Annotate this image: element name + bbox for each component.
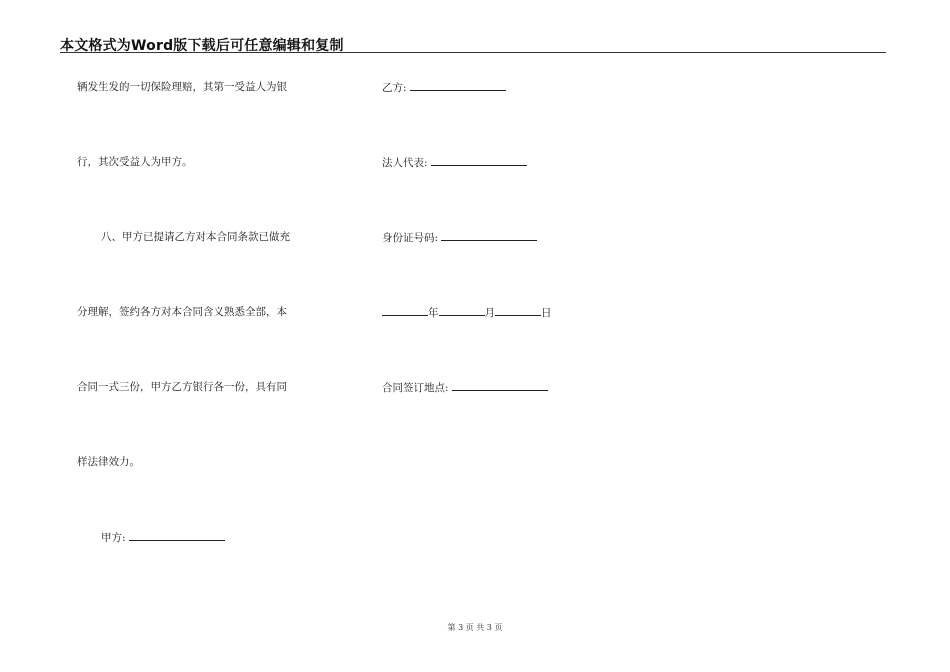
page-number: 第 3 页 共 3 页 <box>447 623 503 632</box>
year-label: 年 <box>428 307 439 319</box>
party-b-label: 乙方: <box>382 82 407 94</box>
body-line-3: 八、甲方已提请乙方对本合同条款已做充 <box>101 231 290 243</box>
party-b-signature <box>382 80 506 95</box>
id-number-blank <box>441 230 537 241</box>
signing-place-label: 合同签订地点: <box>382 382 449 394</box>
page-header <box>60 34 886 53</box>
legal-rep-label: 法人代表: <box>382 157 428 169</box>
signing-place-blank <box>452 380 548 391</box>
body-line-1: 辆发生发的一切保险理赔，其第一受益人为银 <box>77 81 287 93</box>
body-line-4: 分理解，签约各方对本合同含义熟悉全部，本 <box>77 306 287 318</box>
day-label: 日 <box>541 307 552 319</box>
signing-place-field <box>382 380 548 395</box>
legal-rep-blank <box>431 155 527 166</box>
party-a-signature <box>101 530 225 545</box>
body-line-2: 行，其次受益人为甲方。 <box>77 156 193 168</box>
year-blank <box>382 305 428 316</box>
party-b-blank <box>410 80 506 91</box>
party-a-label: 甲方: <box>101 532 126 544</box>
body-line-5: 合同一式三份，甲方乙方银行各一份，具有同 <box>77 381 287 393</box>
month-blank <box>439 305 485 316</box>
day-blank <box>495 305 541 316</box>
header-title: 本文格式为Word版下载后可任意编辑和复制 <box>60 38 344 54</box>
month-label: 月 <box>484 307 495 319</box>
date-field <box>382 305 552 320</box>
body-line-6: 样法律效力。 <box>77 456 140 468</box>
party-a-blank <box>129 530 225 541</box>
id-number-field <box>382 230 537 245</box>
id-number-label: 身份证号码: <box>382 232 439 244</box>
legal-rep-field <box>382 155 527 170</box>
